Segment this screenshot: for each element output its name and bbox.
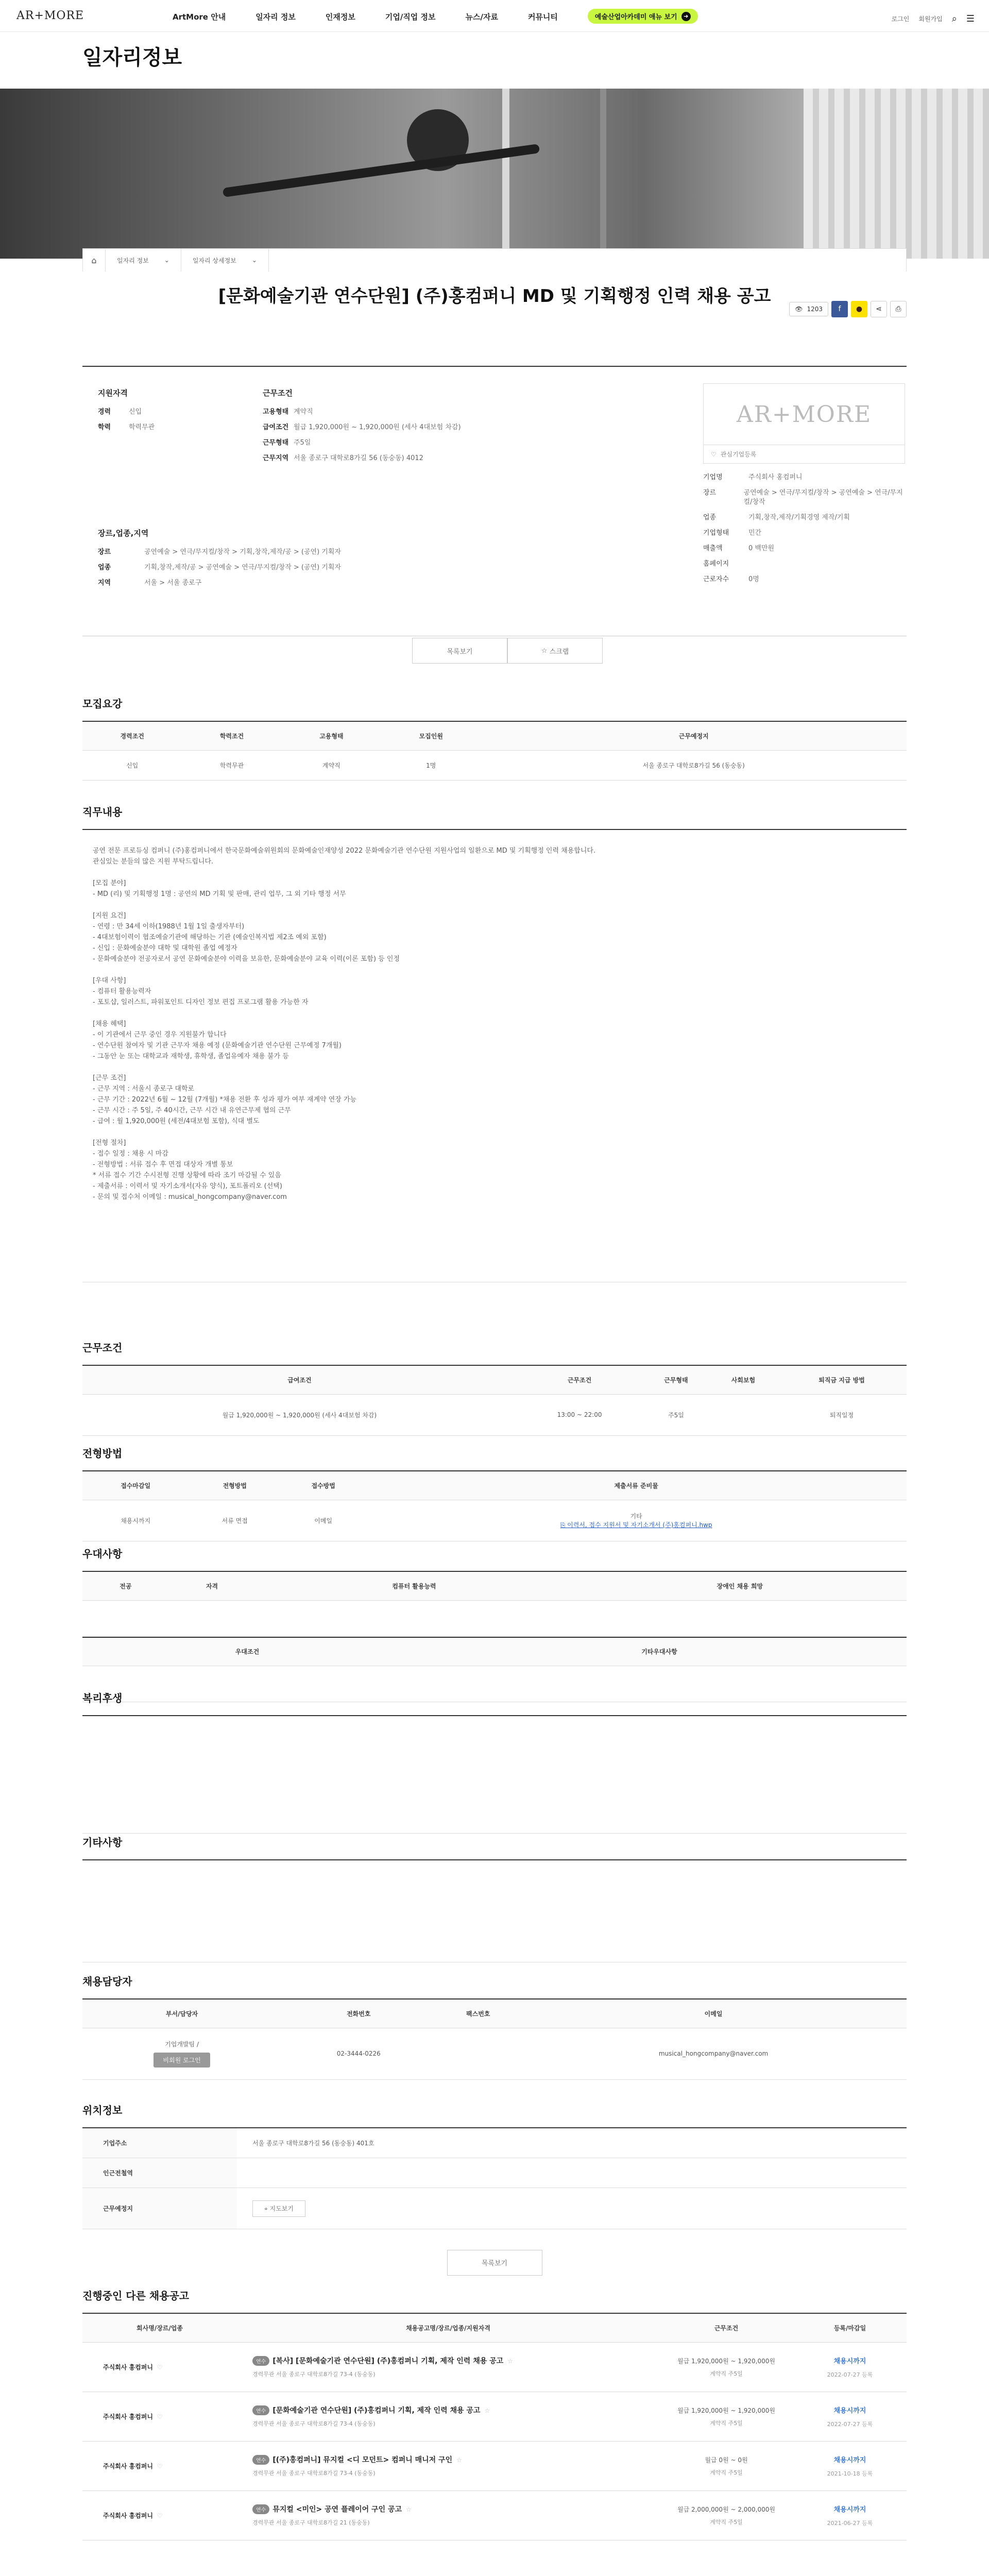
job-cell[interactable] — [237, 2392, 659, 2441]
job-date — [793, 2392, 907, 2441]
conditions-title: 근무조건 — [263, 388, 293, 398]
table-header: 고용형태 — [282, 721, 381, 750]
site-header — [0, 0, 989, 32]
table-cell: 서류 면접 — [189, 1500, 281, 1541]
star-icon: ☆ — [541, 647, 550, 655]
job-sub: 경력무관 서울 종로구 대학로8가길 73-4 (동숭동) — [252, 2420, 376, 2427]
table-cell: musical_hongcompany@naver.com — [520, 2028, 907, 2079]
company-info — [703, 473, 905, 584]
heart-icon[interactable]: ♡ — [157, 2363, 163, 2371]
job-date — [793, 2441, 907, 2490]
manager-table — [82, 1998, 907, 2080]
nav-community[interactable]: 커뮤니티 — [527, 12, 558, 22]
company-value: 0 백만원 — [748, 545, 775, 552]
info-row — [98, 579, 561, 588]
share-icon[interactable]: ⋖ — [871, 301, 887, 317]
job-cond-type: 계약직 주5일 — [710, 2518, 743, 2526]
job-tag: 연수 — [252, 2405, 269, 2415]
table-row[interactable] — [82, 2342, 907, 2392]
table-cell — [169, 1600, 255, 1636]
page-title: 일자리정보 — [82, 46, 182, 70]
search-icon[interactable]: ⌕ — [951, 13, 957, 24]
table-header: 이메일 — [520, 1999, 907, 2028]
job-date-text: 2021-06-27 등록 — [827, 2519, 873, 2527]
home-icon[interactable]: ⌂ — [83, 249, 106, 272]
job-cond-pay: 월급 0원 ~ 0원 — [705, 2456, 748, 2464]
company-card — [703, 383, 905, 590]
info-key: 고용형태 — [263, 408, 289, 416]
company-key: 기업명 — [703, 473, 723, 481]
job-cell[interactable] — [237, 2342, 659, 2392]
info-row — [98, 548, 561, 557]
table-cell: 02-3444-0226 — [281, 2028, 436, 2079]
table-header: 컴퓨터 활용능력 — [255, 1571, 573, 1600]
table-header: 접수마감일 — [82, 1471, 189, 1500]
table-row[interactable] — [82, 2441, 907, 2490]
favorite-company-label: 관심기업등록 — [720, 451, 757, 458]
table-header: 장애인 채용 희망 — [573, 1571, 907, 1600]
job-sub: 경력무관 서울 종로구 대학로8가길 21 (동숭동) — [252, 2519, 370, 2526]
academy-cta-label: 예술산업아카데미 애뉴 보기 — [594, 13, 677, 21]
section-title: 기타사항 — [82, 1836, 123, 1849]
table-header: 자격 — [169, 1571, 255, 1600]
hero-image — [0, 89, 989, 259]
section-title: 우대사항 — [82, 1548, 123, 1560]
hero-pole — [502, 89, 509, 259]
info-value: 신입 — [129, 408, 142, 416]
nav-artmore[interactable]: ArtMore 안내 — [173, 12, 226, 22]
table-header: 제출서류 준비물 — [366, 1471, 907, 1500]
manager-dept: 기업개발팀 / — [165, 2041, 199, 2048]
company-name-label: 주식회사 홍컴퍼니 — [103, 2413, 153, 2420]
conditions-block — [263, 387, 479, 469]
info-value: 기획,창작,제작/공 > 공연예술 > 연극/무지컬/창작 > (공연) 기획자 — [144, 564, 341, 571]
info-key: 학력 — [98, 423, 111, 431]
company-row — [703, 488, 905, 507]
info-row — [263, 408, 479, 417]
table-cell: 13:00 ~ 22:00 — [517, 1394, 642, 1435]
process-section — [82, 1445, 907, 1541]
kakao-share-icon[interactable]: ● — [851, 301, 867, 317]
section-title: 근무조건 — [82, 1342, 123, 1354]
table-header: 전화번호 — [281, 1999, 436, 2028]
job-status: 채용시까지 — [833, 2505, 866, 2514]
heart-icon[interactable]: ♡ — [157, 2413, 163, 2420]
job-status: 채용시까지 — [833, 2406, 866, 2415]
table-row — [82, 2158, 907, 2188]
job-cond-pay: 월급 1,920,000원 ~ 1,920,000원 — [677, 2357, 775, 2365]
share-bar — [789, 301, 907, 317]
applicant-title: 지원자격 — [98, 388, 128, 398]
company-row — [703, 513, 905, 522]
info-value: 월급 1,920,000원 ~ 1,920,000원 (세사 4대보험 차감) — [294, 423, 461, 431]
signup-link[interactable]: 회원가입 — [918, 15, 943, 23]
section-title: 모집요강 — [82, 698, 123, 710]
job-link[interactable]: [문화예술기관 연수단원] (주)홍컴퍼니 기획, 제작 인력 채용 공고 — [272, 2406, 481, 2415]
table-cell — [710, 1394, 777, 1435]
job-date-text: 2021-10-18 등록 — [827, 2470, 873, 2477]
table-header: 채용공고명/장르/업종/지원자격 — [237, 2313, 659, 2342]
info-key: 지역 — [98, 579, 111, 587]
hero-curtain — [804, 89, 989, 259]
nav-talent[interactable]: 인재정보 — [325, 12, 355, 22]
applicant-block — [98, 387, 155, 438]
breadcrumb-jobs-label: 일자리 정보 — [117, 257, 149, 264]
company-key: 장르 — [703, 489, 717, 497]
duties-section — [82, 804, 907, 1293]
table-header: 회사명/장르/업종 — [82, 2313, 237, 2342]
table-row[interactable] — [82, 2392, 907, 2441]
job-sub: 경력무관 서울 종로구 대학로8가길 73-4 (동숭동) — [252, 2371, 376, 2378]
info-key: 근무지역 — [263, 454, 289, 462]
job-sub: 경력무관 서울 종로구 대학로8가길 73-4 (동숭동) — [252, 2470, 376, 2477]
company-logo: AR+MORE — [703, 383, 905, 445]
prefer-section — [82, 1546, 907, 1702]
section-title: 진행중인 다른 채용공고 — [82, 2290, 190, 2302]
job-cond — [659, 2490, 793, 2540]
star-icon[interactable]: ☆ — [406, 2506, 412, 2513]
company-row — [703, 575, 905, 584]
table-cell: 월급 1,920,000원 ~ 1,920,000원 (세사 4대보험 차감) — [82, 1394, 517, 1435]
job-link[interactable]: 뮤지컬 <미인> 공연 플레이어 구인 공고 — [272, 2505, 402, 2514]
info-row — [263, 438, 479, 448]
table-cell: 계약직 — [282, 750, 381, 780]
table-header: 전공 — [82, 1571, 169, 1600]
heart-icon[interactable]: ♡ — [157, 2512, 163, 2519]
recruit-table — [82, 721, 907, 781]
table-cell — [366, 1500, 907, 1541]
info-value: 주5일 — [294, 439, 311, 447]
welfare-content — [82, 1715, 907, 1834]
info-value: 학력무관 — [129, 423, 155, 431]
nav-news[interactable]: 뉴스/자료 — [465, 12, 498, 22]
table-cell: 신입 — [82, 750, 182, 780]
table-cell — [82, 1600, 169, 1636]
section-title: 직무내용 — [82, 806, 123, 818]
prefer-table — [82, 1571, 907, 1637]
attachment-link[interactable] — [560, 1521, 712, 1529]
company-value: 주식회사 홍컴퍼니 — [748, 473, 803, 481]
company-name[interactable] — [82, 2441, 237, 2490]
table-row — [82, 2188, 907, 2229]
table-row — [82, 1500, 907, 1541]
company-value: 0명 — [748, 575, 759, 583]
job-link[interactable]: [(주)홍컴퍼니] 뮤지컬 <디 모던트> 컴퍼니 매니저 구인 — [272, 2456, 453, 2464]
company-row — [703, 544, 905, 553]
info-key: 급여조건 — [263, 423, 289, 431]
eye-icon: 👁 — [795, 306, 803, 313]
job-tag: 연수 — [252, 2455, 269, 2465]
company-name[interactable] — [82, 2490, 237, 2540]
facebook-share-icon[interactable]: f — [831, 301, 848, 317]
arrow-right-icon: ➜ — [681, 12, 691, 21]
info-row — [98, 408, 155, 417]
table-header: 근무조건 — [659, 2313, 793, 2342]
job-date-text: 2022-07-27 등록 — [827, 2371, 873, 2378]
section-title: 위치정보 — [82, 2104, 123, 2116]
table-header: 퇴직금 지급 방법 — [777, 1365, 907, 1394]
table-header: 근무예정지 — [481, 721, 907, 750]
table-cell — [436, 2028, 520, 2079]
attachment-label: 이력서, 접수 지원서 및 자기소개서 (주)홍컴퍼니.hwp — [567, 1521, 712, 1529]
hero-dancer-arms — [223, 144, 540, 197]
table-row[interactable] — [82, 2490, 907, 2540]
action-buttons — [412, 638, 603, 664]
section-title: 채용담당자 — [82, 1975, 132, 1988]
category-block — [98, 528, 561, 594]
job-cond-type: 계약직 주5일 — [710, 2419, 743, 2427]
menu-icon[interactable]: ☰ — [966, 13, 975, 24]
company-name[interactable] — [82, 2392, 237, 2441]
info-row — [98, 423, 155, 432]
table-cell — [237, 2188, 907, 2229]
section-title: 전형방법 — [82, 1447, 123, 1460]
table-cell — [237, 2158, 907, 2188]
breadcrumb-detail-label: 일자리 상세정보 — [192, 257, 236, 264]
company-name[interactable] — [82, 2342, 237, 2392]
heart-icon: ♡ — [711, 450, 717, 458]
job-date — [793, 2342, 907, 2392]
job-cond-pay: 월급 2,000,000원 ~ 2,000,000원 — [677, 2505, 775, 2513]
recruit-section — [82, 696, 907, 781]
job-cond — [659, 2441, 793, 2490]
company-row — [703, 529, 905, 538]
table-header: 부서/담당자 — [82, 1999, 281, 2028]
other-jobs-table — [82, 2313, 907, 2540]
category-title: 장르,업종,지역 — [98, 529, 149, 538]
table-header: 모집인원 — [381, 721, 481, 750]
job-cond — [659, 2392, 793, 2441]
info-value: 공연예술 > 연극/무지컬/창작 > 기획,창작,제작/공 > (공연) 기획자 — [144, 548, 341, 556]
table-cell: 채용시까지 — [82, 1500, 189, 1541]
table-header: 사회보험 — [710, 1365, 777, 1394]
info-key: 경력 — [98, 408, 111, 416]
breadcrumb-detail[interactable] — [181, 249, 269, 272]
company-value: 민간 — [748, 529, 762, 537]
info-row — [263, 423, 479, 432]
company-key: 기업형태 — [703, 529, 729, 537]
info-value: 계약직 — [294, 408, 313, 416]
map-button[interactable] — [252, 2200, 305, 2217]
list-button-bottom[interactable]: 목록보기 — [447, 2250, 542, 2276]
nav-jobs[interactable]: 일자리 정보 — [255, 12, 296, 22]
table-cell — [573, 1600, 907, 1636]
other-jobs-section — [82, 2287, 907, 2540]
breadcrumb-jobs[interactable] — [106, 249, 181, 272]
etc-content — [82, 1859, 907, 1962]
job-title: [문화예술기관 연수단원] (주)홍컴퍼니 MD 및 기획행정 인력 채용 공고 — [218, 286, 771, 307]
manager-section — [82, 1973, 907, 2080]
company-name-label: 주식회사 홍컴퍼니 — [103, 2363, 153, 2371]
favorite-company-button[interactable] — [703, 445, 905, 464]
paperclip-icon: ⎘ — [560, 1521, 568, 1529]
table-cell: 학력무관 — [182, 750, 281, 780]
chevron-down-icon: ⌄ — [251, 257, 257, 264]
map-icon: ⌖ — [264, 2205, 270, 2212]
table-cell: 서울 종로구 대학로8가길 56 (동숭동) 401호 — [237, 2128, 907, 2158]
process-table — [82, 1470, 907, 1541]
job-tag: 연수 — [252, 2356, 269, 2366]
star-icon[interactable]: ☆ — [507, 2358, 513, 2365]
nav-company[interactable]: 기업/직업 정보 — [385, 12, 436, 22]
academy-cta-button[interactable] — [588, 9, 698, 24]
table-header: 기타우대사항 — [412, 1637, 907, 1666]
etc-section — [82, 1834, 907, 1962]
job-cond-pay: 월급 1,920,000원 ~ 1,920,000원 — [677, 2406, 775, 2414]
info-key: 업종 — [98, 564, 111, 571]
info-row — [98, 563, 561, 572]
table-cell — [255, 1600, 573, 1636]
table-header: 학력조건 — [182, 721, 281, 750]
table-header: 경력조건 — [82, 721, 182, 750]
work-section — [82, 1340, 907, 1436]
company-key: 매출액 — [703, 545, 723, 552]
table-cell: 주5일 — [642, 1394, 709, 1435]
table-row — [82, 1600, 907, 1636]
info-value: 서울 > 서울 종로구 — [144, 579, 202, 587]
company-row — [703, 560, 905, 569]
company-key: 업종 — [703, 514, 717, 521]
company-value: 기획,창작,제작/기획경영 제작/기획 — [748, 514, 850, 521]
table-row — [82, 750, 907, 780]
table-cell: 서울 종로구 대학로8가길 56 (동숭동) — [481, 750, 907, 780]
table-header: 급여조건 — [82, 1365, 517, 1394]
table-header: 근무형태 — [642, 1365, 709, 1394]
table-header: 접수방법 — [281, 1471, 366, 1500]
work-table — [82, 1365, 907, 1436]
job-cell[interactable] — [237, 2441, 659, 2490]
job-summary — [82, 366, 907, 636]
info-value: 서울 종로구 대학로8가길 56 (동숭동) 4012 — [294, 454, 423, 462]
scrap-label: 스크랩 — [549, 648, 569, 656]
info-row — [263, 454, 479, 463]
table-row — [82, 2128, 907, 2158]
view-count-value: 1203 — [807, 306, 823, 313]
company-key: 홈페이지 — [703, 560, 729, 568]
util-menu — [892, 13, 975, 24]
table-cell — [82, 2028, 281, 2079]
map-button-label: 지도보기 — [269, 2205, 294, 2212]
company-name-label: 주식회사 홍컴퍼니 — [103, 2462, 153, 2470]
section-title: 복리후생 — [82, 1692, 123, 1704]
table-header: 우대조건 — [82, 1637, 412, 1666]
list-button-wrap — [82, 2250, 907, 2276]
table-key: 기업주소 — [82, 2128, 237, 2158]
heart-icon[interactable]: ♡ — [157, 2462, 163, 2470]
scrap-button[interactable] — [507, 638, 603, 664]
job-link[interactable]: [복사] [문화예술기관 연수단원] (주)홍컴퍼니 기획, 제작 인력 채용 공고 — [272, 2357, 504, 2365]
table-key: 근무예정지 — [82, 2188, 237, 2229]
site-logo[interactable]: AR+MORE — [16, 9, 84, 22]
guest-login-button[interactable]: 비회원 로그인 — [154, 2053, 210, 2067]
table-row — [82, 2028, 907, 2079]
list-button[interactable]: 목록보기 — [412, 638, 507, 664]
docs-label: 기타 — [630, 1513, 642, 1520]
table-header: 근무조건 — [517, 1365, 642, 1394]
job-status: 채용시까지 — [833, 2456, 866, 2464]
table-header: 전형방법 — [189, 1471, 281, 1500]
table-header: 팩스번호 — [436, 1999, 520, 2028]
job-cell[interactable] — [237, 2490, 659, 2540]
view-count — [789, 302, 828, 316]
welfare-section — [82, 1690, 907, 1834]
main-nav — [173, 11, 698, 24]
job-date-text: 2022-07-27 등록 — [827, 2420, 873, 2428]
job-cond-type: 계약직 주5일 — [710, 2469, 743, 2476]
location-table — [82, 2127, 907, 2229]
table-cell: 이메일 — [281, 1500, 366, 1541]
star-icon[interactable]: ☆ — [484, 2407, 490, 2414]
job-cond-type: 계약직 주5일 — [710, 2370, 743, 2377]
table-row — [82, 1394, 907, 1435]
table-header: 등록/마감일 — [793, 2313, 907, 2342]
duties-text: 공연 전문 프로듀싱 컴퍼니 (주)홍컴퍼니에서 한국문화예술위원회의 문화예술인재양성 2022 문화예술기관 연수단원 지원사업의 일환으로 MD 및 기획행정 인력 채용합니다. 관심있는 분들의 많은 지원 부탁드립니다. [모집 분야] - MD (리) 및 기획행정 1명 : 공연의 MD 기획 및 판매, 관리 업무, 그 외 기타 행정 서무 [지원 요건] - 연령 : 만 34세 이하(1988년 1월 1일 출생자부터) - 4대보험이력이 협조예술기관에 해당하는 기관 (예술인복지법 제2조 예외 포함) - 신입 : 문화예술분야 대학 및 대학원 졸업 예정자 - 문화예술분야 전공자로서 공연 문화예술분야 이력을 보유한, 문화예술분야 교육 이력(이론 포함) 등 인정 [우대 사항] - 컴퓨터 활용능력자 - 포토샵, 일러스트, 파워포인트 디자인 정보 편집 프로그램 활용 가능한 자 [채용 혜택] - 이 기관에서 근무 중인 경우 지원불가 합니다 - 연수단원 참여자 및 기관 근무자 채용 예정 (문화예술기관 연수단원 근무예정 7개월) - 그동안 눈 또는 대학교과 재학생, 휴학생, 졸업유예자 채용 불가 등 [근무 조건] - 근무 지역 : 서울시 종로구 대학로 - 근무 기간 : 2022년 6월 ~ 12월 (7개월) *채용 전환 후 성과 평가 여부 재계약 연장 가능 - 근무 시간 : 주 5일, 주 40시간, 근무 시간 내 유연근무제 협의 근무 - 급여 : 월 1,920,000원 (세전/4대보험 포함), 식대 별도 [전형 절차] - 접수 일정 : 채용 시 마감 - 전형방법 : 서류 접수 후 면접 대상자 개별 통보 * 서류 접수 기간 수시전형 진행 상황에 따라 조기 마감될 수 있음 - 제출서류 : 이력서 및 자기소개서(자유 양식), 포트폴리오 (선택) - 문의 및 접수처 이메일 : musical_hongcompany@naver.com — [82, 829, 907, 1282]
chevron-down-icon: ⌄ — [164, 257, 169, 264]
company-value: 공연예술 > 연극/무지컬/창작 > 공연예술 > 연극/무지컬/창작 — [743, 489, 903, 506]
info-key: 장르 — [98, 548, 111, 556]
breadcrumb — [82, 248, 907, 272]
company-row — [703, 473, 905, 482]
job-status: 채용시까지 — [833, 2357, 866, 2365]
job-cond — [659, 2342, 793, 2392]
table-cell: 1명 — [381, 750, 481, 780]
page-title-bar — [0, 32, 989, 89]
company-key: 근로자수 — [703, 575, 729, 583]
login-link[interactable]: 로그인 — [891, 15, 910, 23]
company-name-label: 주식회사 홍컴퍼니 — [103, 2512, 153, 2519]
print-icon[interactable]: ⎙ — [890, 301, 907, 317]
job-date — [793, 2490, 907, 2540]
table-cell: 퇴직일정 — [777, 1394, 907, 1435]
star-icon[interactable]: ☆ — [456, 2456, 462, 2464]
location-section — [82, 2102, 907, 2276]
table-key: 인근전철역 — [82, 2158, 237, 2188]
hero-pole-2 — [600, 89, 606, 259]
info-key: 근무형태 — [263, 439, 289, 447]
job-tag: 연수 — [252, 2504, 269, 2514]
